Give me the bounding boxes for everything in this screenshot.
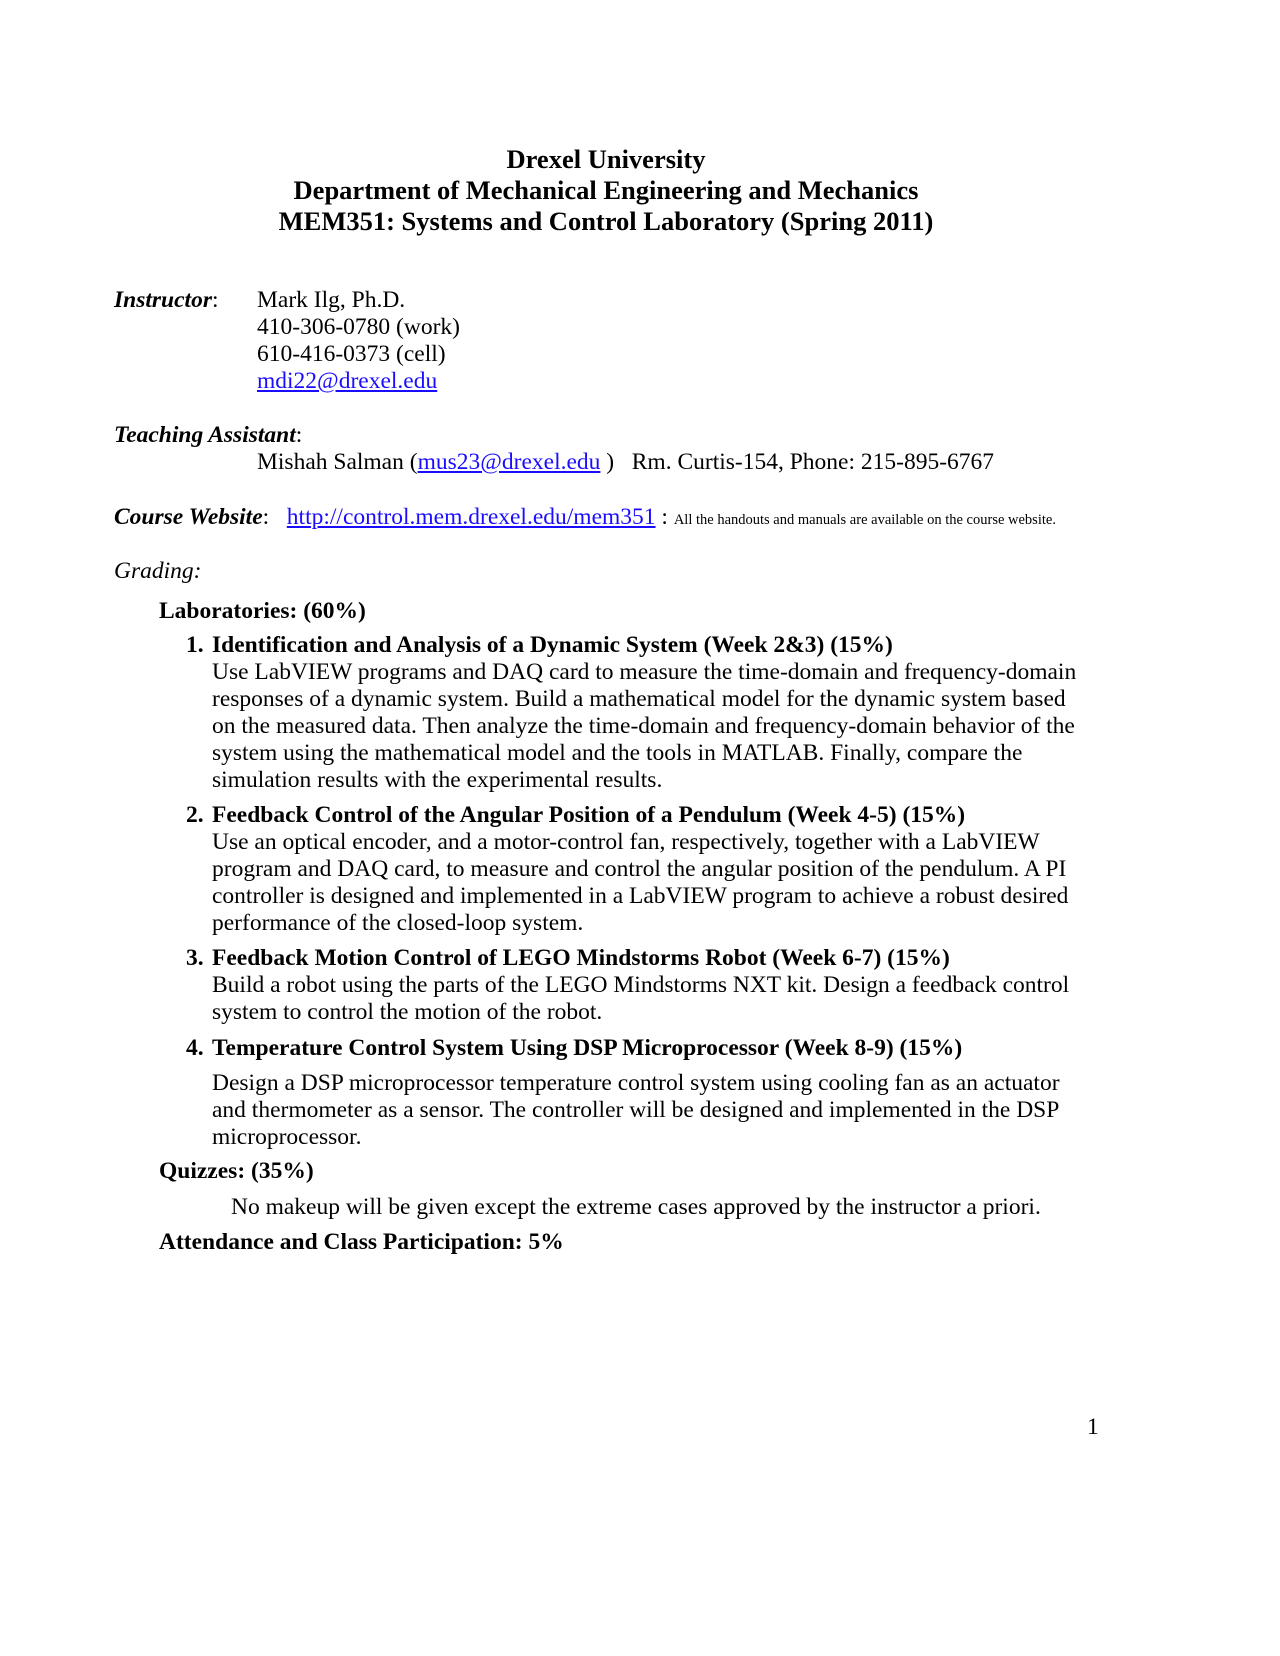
lab-item-title <box>186 945 950 972</box>
lab-title: Temperature Control System Using DSP Microprocessor (Week 8-9) (15%) <box>212 1035 963 1061</box>
website-note: All the handouts and manuals are available on the course website. <box>673 512 1056 528</box>
lab-number: 4. <box>186 1035 204 1061</box>
lab-title: Feedback Motion Control of LEGO Mindstorms Robot (Week 6-7) (15%) <box>212 945 950 971</box>
page-number: 1 <box>1087 1414 1099 1440</box>
lab-description-line: on the measured data. Then analyze the time-domain and frequency-domain behavior of the <box>212 713 1075 739</box>
instructor-cell-phone: 610-416-0373 (cell) <box>257 341 446 367</box>
lab-item-title <box>186 632 893 659</box>
instructor-email-link[interactable]: mdi22@drexel.edu <box>257 368 438 394</box>
grading-label: Grading: <box>114 558 202 584</box>
university-title: Drexel University <box>506 144 706 174</box>
website-link[interactable]: http://control.mem.drexel.edu/mem351 <box>286 504 656 530</box>
lab-description-line: system using the mathematical model and the tools in MATLAB. Finally, compare the <box>212 740 1023 766</box>
instructor-label-text: Instructor <box>114 287 212 313</box>
website-label: Course Website <box>114 504 263 530</box>
lab-title: Feedback Control of the Angular Position of a Pendulum (Week 4-5) (15%) <box>212 802 966 828</box>
attendance-heading: Attendance and Class Participation: 5% <box>159 1229 564 1255</box>
lab-description-line: Design a DSP microprocessor temperature control system using cooling fan as an actuator <box>212 1070 1060 1096</box>
instructor-label: Instructor: <box>114 287 219 313</box>
ta-label-text: Teaching Assistant <box>114 422 296 448</box>
lab-description-line: performance of the closed-loop system. <box>212 910 584 936</box>
lab-description-line: Use LabVIEW programs and DAQ card to measure the time-domain and frequency-domain <box>212 659 1077 685</box>
lab-description-line: system to control the motion of the robot. <box>212 999 603 1025</box>
lab-number: 1. <box>186 632 204 658</box>
labs-heading: Laboratories: (60%) <box>159 598 366 624</box>
course-title: MEM351: Systems and Control Laboratory (Spring 2011) <box>278 206 934 236</box>
ta-label: Teaching Assistant: <box>114 422 303 448</box>
lab-number: 2. <box>186 802 204 828</box>
ta-info <box>257 449 994 476</box>
lab-item-title <box>186 802 966 829</box>
quizzes-note: No makeup will be given except the extreme cases approved by the instructor a priori. <box>231 1194 1041 1220</box>
lab-description-line: program and DAQ card, to measure and control the angular position of the pendulum. A PI <box>212 856 1067 882</box>
lab-description-line: simulation results with the experimental results. <box>212 767 663 793</box>
department-title: Department of Mechanical Engineering and Mechanics <box>293 175 919 205</box>
lab-description-line: responses of a dynamic system. Build a mathematical model for the dynamic system based <box>212 686 1066 712</box>
ta-email-link[interactable]: mus23@drexel.edu <box>417 449 601 475</box>
lab-title: Identification and Analysis of a Dynamic System (Week 2&3) (15%) <box>212 632 893 658</box>
ta-name: Mishah Salman ( <box>257 449 418 475</box>
lab-item-title <box>186 1035 963 1062</box>
ta-details: ) Rm. Curtis-154, Phone: 215-895-6767 <box>600 449 995 475</box>
lab-description-line: Use an optical encoder, and a motor-control fan, respectively, together with a LabVIEW <box>212 829 1040 855</box>
lab-description-line: controller is designed and implemented in a LabVIEW program to achieve a robust desired <box>212 883 1069 909</box>
instructor-name: Mark Ilg, Ph.D. <box>257 287 406 313</box>
quizzes-heading: Quizzes: (35%) <box>159 1158 314 1184</box>
lab-description-line: and thermometer as a sensor. The controller will be designed and implemented in the DSP <box>212 1097 1060 1123</box>
lab-description-line: microprocessor. <box>212 1124 362 1150</box>
website-row: Course Website: http://control.mem.drexel.edu/mem351 : All the handouts and manuals are available on the course website. <box>114 504 1056 530</box>
lab-description-line: Build a robot using the parts of the LEGO Mindstorms NXT kit. Design a feedback control <box>212 972 1070 998</box>
lab-number: 3. <box>186 945 204 971</box>
instructor-work-phone: 410-306-0780 (work) <box>257 314 460 340</box>
